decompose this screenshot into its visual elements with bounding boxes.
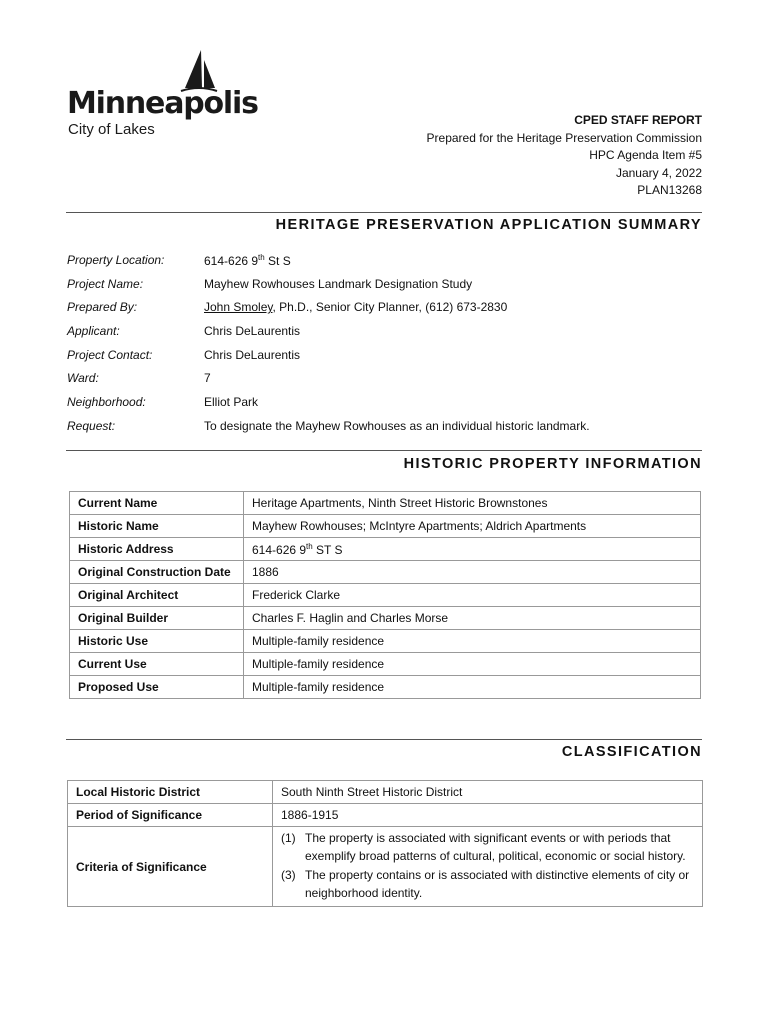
table-key: Historic Name (70, 515, 244, 538)
table-key: Historic Use (70, 630, 244, 653)
criteria-number: (3) (281, 868, 296, 882)
table-value: Multiple-family residence (244, 676, 701, 699)
logo-wordmark: Minneapolis (67, 86, 258, 121)
criteria-number: (1) (281, 831, 296, 845)
table-row (68, 781, 703, 804)
summary-row-request (67, 419, 707, 443)
summary-row-applicant (67, 324, 707, 348)
summary-label: Prepared By: (67, 300, 138, 315)
table-value: Frederick Clarke (244, 584, 701, 607)
table-key: Criteria of Significance (68, 827, 273, 907)
table-value: Multiple-family residence (244, 653, 701, 676)
summary-label: Property Location: (67, 253, 165, 267)
summary-label: Applicant: (67, 324, 120, 339)
table-value: Charles F. Haglin and Charles Morse (244, 607, 701, 630)
criteria-item (281, 830, 694, 865)
table-value: 1886 (244, 561, 701, 584)
table-value: South Ninth Street Historic District (273, 781, 703, 804)
table-key: Historic Address (70, 538, 244, 561)
table-row (70, 515, 701, 538)
summary-label: Project Name: (67, 276, 144, 291)
criteria-text: The property is associated with significant events or with periods that exemplify broad patterns of cultural, political, economic or social history. (305, 831, 686, 863)
table-value: Multiple-family residence (244, 630, 701, 653)
table-row (70, 561, 701, 584)
summary-row-neighborhood (67, 395, 707, 419)
report-date: January 4, 2022 (615, 165, 702, 180)
summary-label: Request: (67, 418, 116, 433)
historic-heading: HISTORIC PROPERTY INFORMATION (403, 456, 702, 472)
summary-value: Chris DeLaurentis (204, 324, 301, 339)
report-header (427, 112, 702, 200)
planner-name-link[interactable]: John Smoley (204, 300, 273, 315)
table-key: Current Name (70, 492, 244, 515)
historic-info-table (69, 491, 701, 699)
report-plan-number: PLAN13268 (637, 183, 702, 197)
summary-row-ward (67, 371, 707, 395)
table-row (70, 676, 701, 699)
summary-value: 614-626 9th St S (204, 253, 291, 268)
criteria-list (273, 827, 703, 907)
summary-value: Mayhew Rowhouses Landmark Designation Study (204, 276, 473, 291)
summary-label: Ward: (67, 371, 99, 386)
table-key: Current Use (70, 653, 244, 676)
table-key: Original Builder (70, 607, 244, 630)
table-key: Local Historic District (68, 781, 273, 804)
table-key: Original Construction Date (70, 561, 244, 584)
table-value: Heritage Apartments, Ninth Street Historic Brownstones (244, 492, 701, 515)
summary-row-location (67, 253, 707, 277)
classification-table (67, 780, 703, 907)
report-agenda-item: HPC Agenda Item #5 (589, 148, 702, 162)
table-key: Period of Significance (68, 804, 273, 827)
table-key: Proposed Use (70, 676, 244, 699)
summary-value: Chris DeLaurentis (204, 347, 301, 362)
table-value: 1886-1915 (273, 804, 703, 827)
logo-tagline: City of Lakes (68, 121, 155, 138)
table-key: Original Architect (70, 584, 244, 607)
section-divider (66, 212, 702, 213)
classification-heading: CLASSIFICATION (561, 744, 702, 760)
summary-row-project-name (67, 277, 707, 301)
table-value: 614-626 9th ST S (244, 538, 701, 561)
table-value: Mayhew Rowhouses; McIntyre Apartments; Aldrich Apartments (244, 515, 701, 538)
summary-row-prepared-by (67, 300, 707, 324)
summary-label: Neighborhood: (67, 395, 146, 410)
summary-row-project-contact (67, 348, 707, 372)
summary-label: Project Contact: (67, 347, 153, 362)
section-divider (66, 739, 702, 740)
table-row (70, 630, 701, 653)
summary-value: John Smoley, Ph.D., Senior City Planner, (612) 673-2830 (204, 300, 508, 315)
table-row (68, 804, 703, 827)
summary-value: Elliot Park (204, 395, 259, 410)
minneapolis-logo (66, 48, 258, 143)
table-row (68, 827, 703, 907)
summary-value: 7 (204, 371, 211, 386)
summary-value: To designate the Mayhew Rowhouses as an individual historic landmark. (204, 418, 590, 433)
application-summary (67, 253, 707, 443)
criteria-text: The property contains or is associated with distinctive elements of city or neighborhood identity. (305, 868, 690, 900)
report-prepared-for: Prepared for the Heritage Preservation Commission (426, 130, 702, 145)
table-row (70, 653, 701, 676)
report-title: CPED STAFF REPORT (574, 113, 702, 127)
summary-heading: HERITAGE PRESERVATION APPLICATION SUMMARY (275, 217, 702, 233)
table-row (70, 607, 701, 630)
section-divider (66, 450, 702, 451)
table-row (70, 492, 701, 515)
criteria-item (281, 867, 694, 902)
table-row (70, 584, 701, 607)
table-row (70, 538, 701, 561)
